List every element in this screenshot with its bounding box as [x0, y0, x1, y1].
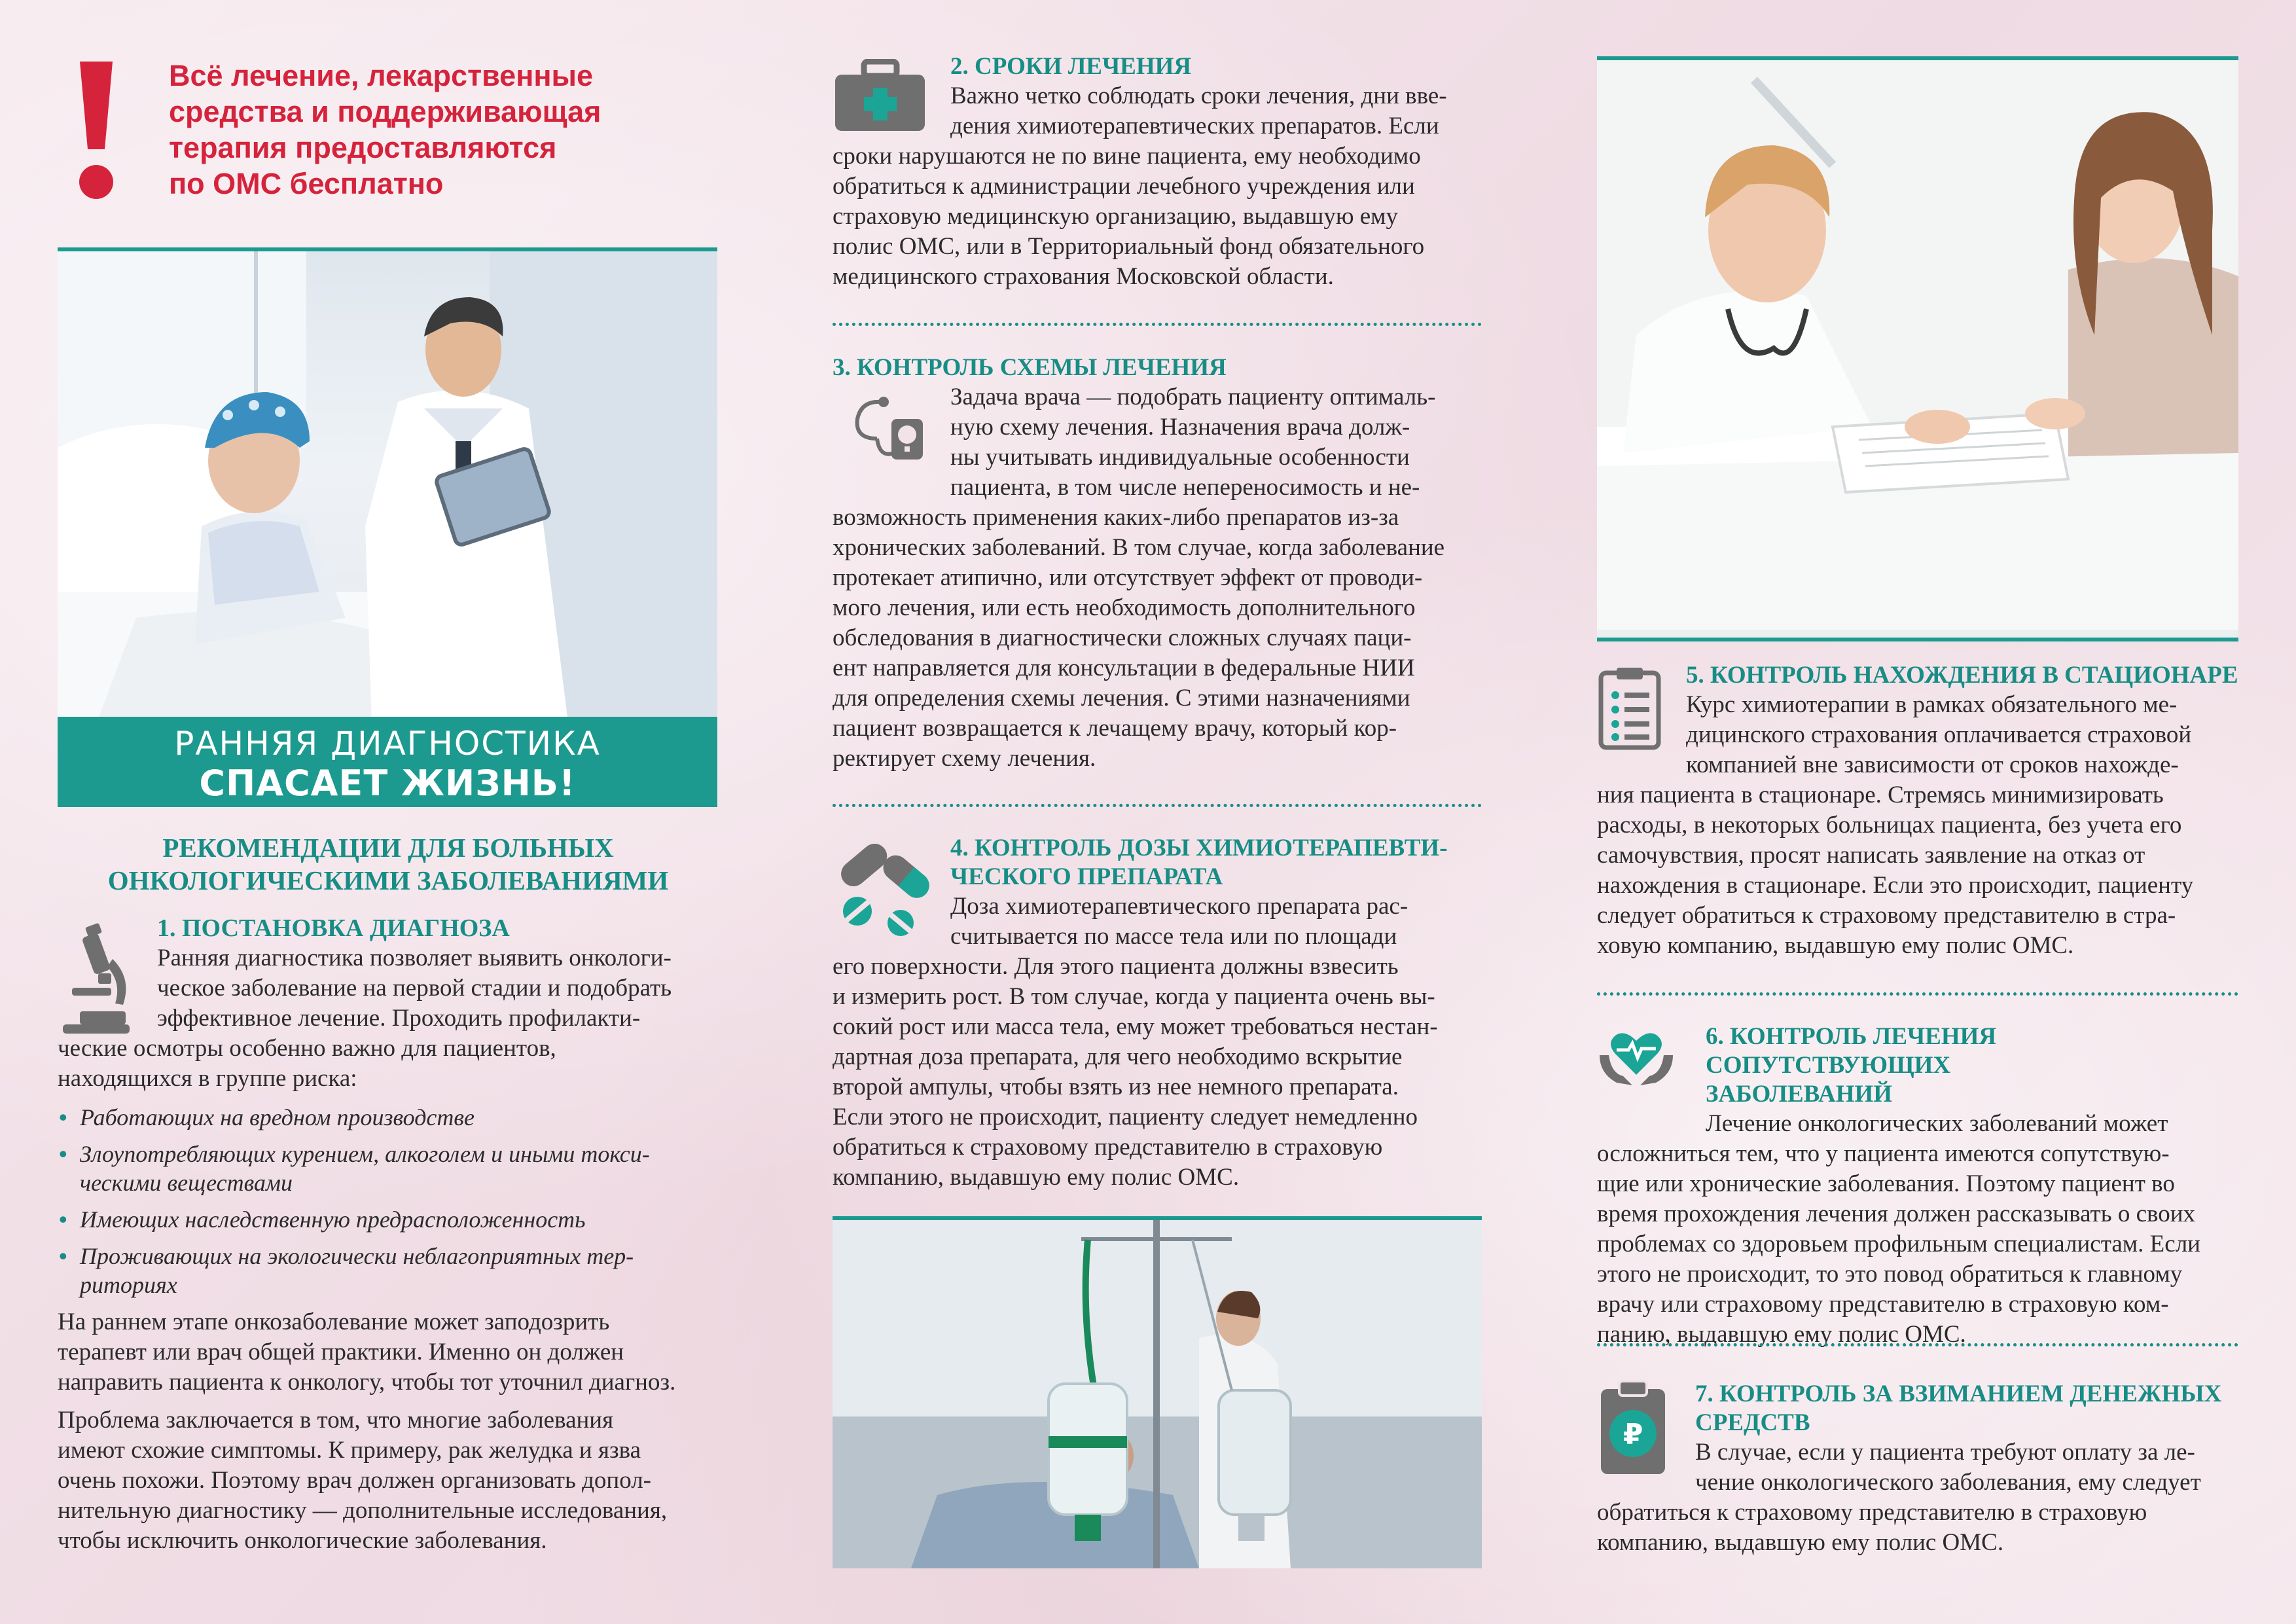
section-5-heading: 5. КОНТРОЛЬ НАХОЖДЕНИЯ В СТАЦИОНАРЕ: [1686, 662, 2238, 689]
section-6-heading-line-1: 6. КОНТРОЛЬ ЛЕЧЕНИЯ СОПУТСТВУЮЩИХ: [1706, 1023, 1997, 1079]
section-7-heading-line-2: СРЕДСТВ: [1695, 1409, 1810, 1436]
text-line: Курс химиотерапии в рамках обязательного ме-: [1686, 691, 2178, 718]
section-3-indented: [950, 382, 1482, 503]
text-line: ректирует схему лечения.: [833, 745, 1096, 772]
section-5: [1597, 661, 2238, 961]
list-item-text: • Злоупотребляющих курением, алкоголем и иными токси-: [80, 1141, 650, 1167]
text-line: компанию, выдавшую ему полис ОМС.: [1597, 1529, 2004, 1556]
section-4-heading-line-2: ЧЕСКОГО ПРЕПАРАТА: [950, 863, 1223, 890]
section-6: [1597, 1022, 2238, 1350]
text-line: щие или хронические заболевания. Поэтому пациент во: [1597, 1170, 2175, 1197]
alert-line: терапия предоставляются: [169, 131, 557, 164]
list-item-text: Работающих на вредном производстве: [80, 1104, 475, 1130]
text-line: второй ампулы, чтобы взять из нее немного препарата.: [833, 1074, 1399, 1100]
text-line: дартная доза препарата, для чего необходимо вскрытие: [833, 1043, 1403, 1070]
text-line: врачу или страховому представителю в страховую ком-: [1597, 1291, 2169, 1318]
text-line: протекает атипично, или отсутствует эффект от проводи-: [833, 564, 1423, 591]
alert-title: [169, 58, 692, 202]
text-line: мого лечения, или есть необходимость дополнительного: [833, 594, 1416, 621]
text-line: возможность применения каких-либо препаратов из-за: [833, 504, 1399, 531]
text-line: чение онкологического заболевания, ему следует: [1695, 1469, 2201, 1496]
recommendations-title-line: РЕКОМЕНДАЦИИ ДЛЯ БОЛЬНЫХ: [162, 833, 614, 863]
recommendations-title-line: ОНКОЛОГИЧЕСКИМИ ЗАБОЛЕВАНИЯМИ: [107, 865, 669, 895]
section-4-heading-line-1: 4. КОНТРОЛЬ ДОЗЫ ХИМИОТЕРАПЕВТИ-: [950, 835, 1448, 861]
divider: [1597, 1343, 2238, 1346]
ruble-symbol: ₽: [1623, 1418, 1643, 1451]
section-7-indented: [1695, 1437, 2238, 1498]
text-line: ховую компанию, выдавшую ему полис ОМС.: [1597, 932, 2074, 959]
section-6-heading-line-2: ЗАБОЛЕВАНИЙ: [1706, 1081, 1893, 1108]
text-line: Лечение онкологических заболеваний может: [1706, 1110, 2168, 1137]
text-line: обратиться к администрации лечебного учреждения или: [833, 173, 1415, 200]
text-line: считывается по массе тела или по площади: [950, 923, 1397, 950]
section-3-heading: 3. КОНТРОЛЬ СХЕМЫ ЛЕЧЕНИЯ: [833, 354, 1227, 381]
list-item-text: риториях: [80, 1272, 177, 1298]
iv-drip-photo: [833, 1216, 1482, 1568]
list-item: [58, 1103, 719, 1132]
doctor-patient-photo: [58, 247, 717, 723]
text-line: ны учитывать индивидуальные особенности: [950, 444, 1410, 471]
text-line: Ранняя диагностика позволяет выявить онкологи-: [157, 945, 672, 971]
text-line: для определения схемы лечения. С этими назначениями: [833, 685, 1410, 712]
text-line: ную схему лечения. Назначения врача долж-: [950, 414, 1410, 441]
text-line: эффективное лечение. Проходить профилакти-: [157, 1005, 641, 1032]
banner-line-2: СПАСАЕТ ЖИЗНЬ!: [199, 763, 576, 804]
text-line: ент направляется для консультации в федеральные НИИ: [833, 655, 1415, 681]
text-line: обратиться к страховому представителю в страховую: [833, 1134, 1383, 1161]
section-1: [58, 913, 719, 1556]
section-1-para-3: [58, 1405, 719, 1556]
early-diagnostics-banner: [58, 717, 717, 807]
alert-line: Всё лечение, лекарственные: [169, 59, 594, 92]
doctor-consultation-photo: [1597, 56, 2238, 641]
text-line: страховую медицинскую организацию, выдавшую ему: [833, 203, 1399, 230]
text-line: сокий рост или масса тела, ему может требоваться нестан-: [833, 1013, 1438, 1040]
text-line: медицинского страхования Московской области.: [833, 263, 1334, 290]
text-line: имеют схожие симптомы. К примеру, рак желудка и язва: [58, 1437, 641, 1464]
text-line: Если этого не происходит, пациенту следует немедленно: [833, 1104, 1418, 1130]
banner-line-1: РАННЯЯ ДИАГНОСТИКА: [174, 725, 601, 763]
text-line: очень похожи. Поэтому врач должен организовать допол-: [58, 1467, 651, 1494]
text-line: сроки нарушаются не по вине пациента, ему необходимо: [833, 143, 1421, 170]
text-line: дицинского страхования оплачивается страховой: [1686, 721, 2192, 748]
section-7-heading-line-1: 7. КОНТРОЛЬ ЗА ВЗИМАНИЕМ ДЕНЕЖНЫХ: [1695, 1380, 2222, 1407]
text-line: чтобы исключить онкологические заболевания.: [58, 1527, 547, 1554]
text-line: нительную диагностику — дополнительные исследования,: [58, 1497, 668, 1524]
text-line: пациента, в том числе непереносимость и не-: [950, 474, 1420, 501]
list-item-text: ческими веществами: [80, 1170, 293, 1196]
list-item-text: • Проживающих на экологически неблагоприятных тер-: [80, 1243, 634, 1269]
text-line: его поверхности. Для этого пациента должны взвесить: [833, 953, 1399, 980]
text-line: компанией вне зависимости от сроков нахожде-: [1686, 751, 2179, 778]
text-line: компанию, выдавшую ему полис ОМС.: [833, 1164, 1240, 1191]
text-line: полис ОМС, или в Территориальный фонд обязательного: [833, 233, 1425, 260]
text-line: дения химиотерапевтических препаратов. Если: [950, 113, 1439, 139]
recommendations-title: [58, 831, 719, 897]
text-line: обследования в диагностически сложных случаях паци-: [833, 624, 1412, 651]
divider: [833, 323, 1482, 326]
text-line: панию, выдавшую ему полис ОМС.: [1597, 1321, 1966, 1348]
text-line: обратиться к страховому представителю в страховую: [1597, 1499, 2147, 1526]
exclamation-icon: [73, 58, 119, 202]
text-line: самочувствия, просят написать заявление на отказ от: [1597, 842, 2145, 869]
divider: [1597, 992, 2238, 996]
list-item: [58, 1205, 719, 1234]
text-line: Проблема заключается в том, что многие заболевания: [58, 1407, 614, 1434]
section-2: [833, 52, 1482, 292]
text-line: пациент возвращается к лечащему врачу, который кор-: [833, 715, 1397, 742]
text-line: Важно четко соблюдать сроки лечения, дни вве-: [950, 82, 1447, 109]
section-1-heading: 1. ПОСТАНОВКА ДИАГНОЗА: [157, 914, 510, 942]
section-4: [833, 834, 1482, 1193]
list-item-text: Имеющих наследственную предрасположенность: [80, 1206, 586, 1233]
section-3: [833, 353, 1482, 774]
text-line: Доза химиотерапевтического препарата рас-: [950, 893, 1408, 920]
section-2-heading: 2. СРОКИ ЛЕЧЕНИЯ: [950, 53, 1192, 80]
section-2-indented: [950, 81, 1482, 141]
text-line: направить пациента к онкологу, чтобы тот уточнил диагноз.: [58, 1369, 676, 1396]
section-5-indented: [1686, 690, 2238, 780]
alert-line: средства и поддерживающая: [169, 95, 601, 128]
text-line: ческое заболевание на первой стадии и подобрать: [157, 975, 672, 1001]
text-line: хронических заболеваний. В том случае, когда заболевание: [833, 534, 1445, 561]
text-line: В случае, если у пациента требуют оплату за ле-: [1695, 1439, 2195, 1466]
text-line: терапевт или врач общей практики. Именно он должен: [58, 1339, 624, 1365]
text-line: ния пациента в стационаре. Стремясь минимизировать: [1597, 782, 2164, 808]
list-item: [58, 1140, 719, 1197]
text-line: и измерить рост. В том случае, когда у пациента очень вы-: [833, 983, 1435, 1010]
text-line: этого не происходит, то это повод обратиться к главному: [1597, 1261, 2183, 1288]
text-line: находящихся в группе риска:: [58, 1065, 357, 1092]
section-1-intro-wrap: [157, 943, 719, 1034]
divider: [833, 804, 1482, 807]
text-line: нахождения в стационаре. Если это происходит, пациенту: [1597, 872, 2194, 899]
text-line: На раннем этапе онкозаболевание может заподозрить: [58, 1308, 610, 1335]
text-line: осложниться тем, что у пациента имеются сопутствую-: [1597, 1140, 2170, 1167]
text-line: время прохождения лечения должен рассказывать о своих: [1597, 1200, 2196, 1227]
text-line: расходы, в некоторых больницах пациента, без учета его: [1597, 812, 2182, 839]
list-item: [58, 1242, 719, 1299]
text-line: проблемах со здоровьем профильным специалистам. Если: [1597, 1231, 2200, 1257]
section-4-indented: [950, 892, 1482, 952]
text-line: ческие осмотры особенно важно для пациентов,: [58, 1035, 556, 1062]
section-7: [1597, 1380, 2238, 1558]
text-line: следует обратиться к страховому представителю в стра-: [1597, 902, 2176, 929]
text-line: Задача врача — подобрать пациенту оптималь-: [950, 384, 1436, 410]
section-1-para-2: [58, 1307, 719, 1398]
risk-group-list: [58, 1103, 719, 1299]
alert-line: по ОМС бесплатно: [169, 167, 444, 200]
